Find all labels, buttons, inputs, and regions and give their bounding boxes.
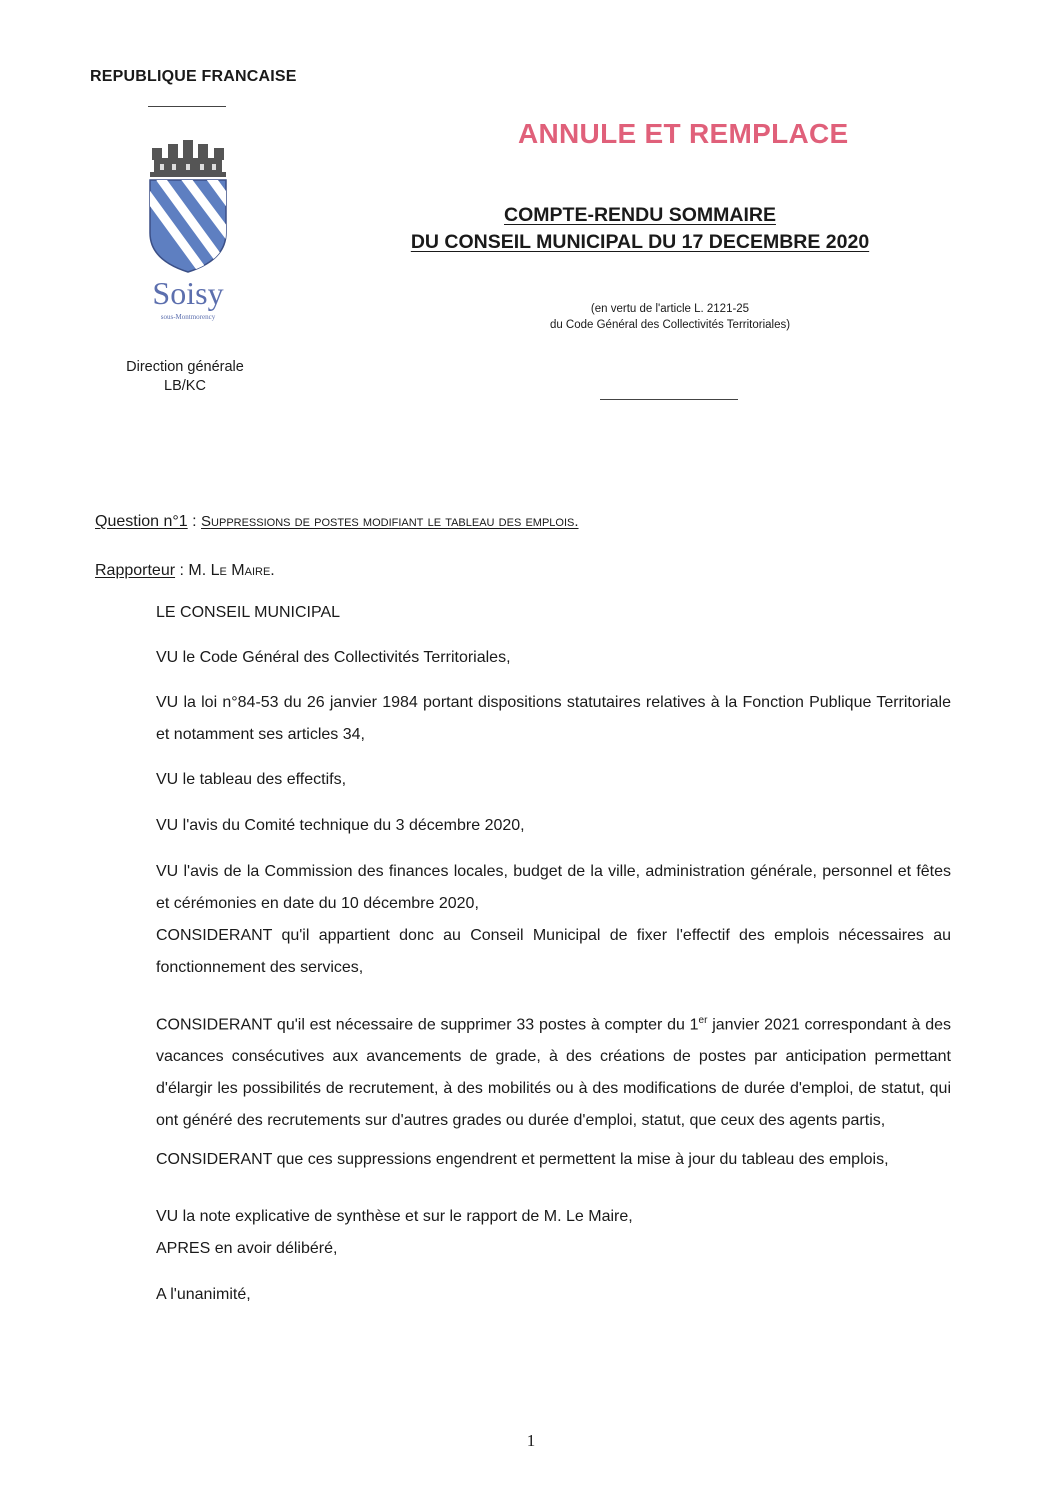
question-subject: Suppressions de postes modifiant le tableau des emplois. <box>201 513 579 530</box>
paragraph-vu-tableau: VU le tableau des effectifs, <box>156 771 347 788</box>
republique-heading: REPUBLIQUE FRANCAISE <box>90 68 297 85</box>
rapporteur-separator: : <box>175 562 189 579</box>
title-line-1: COMPTE-RENDU SOMMAIRE <box>504 204 776 226</box>
page-number: 1 <box>526 1431 536 1450</box>
paragraph-considerant-1: CONSIDERANT qu'il appartient donc au Conseil Municipal de fixer l'effectif des emplois nécessaires au fonctionnement des services, <box>156 927 951 976</box>
paragraph-vu-comite: VU l'avis du Comité technique du 3 décembre 2020, <box>156 817 525 834</box>
rapporteur-prefix: M. <box>188 562 211 579</box>
shield-icon <box>138 174 238 278</box>
paragraph-unanimite: A l'unanimité, <box>156 1286 251 1303</box>
question-separator: : <box>187 513 202 530</box>
compte-rendu-title <box>380 202 900 256</box>
paragraph-considerant-3: CONSIDERANT que ces suppressions engendrent et permettent la mise à jour du tableau des emplois, <box>156 1151 889 1168</box>
paragraph-conseil: LE CONSEIL MUNICIPAL <box>156 604 341 621</box>
legal-reference-line-1: (en vertu de l'article L. 2121-25 <box>590 303 750 315</box>
title-line-2: DU CONSEIL MUNICIPAL DU 17 DECEMBRE 2020 <box>410 231 870 253</box>
considerant-2-part-b: janvier 2021 correspondant à des vacances consécutives aux avancements de grade, à des créations de postes par anticipation permettant d'élargir les possibilités de recrutement, à des mobilités ou à des modifications de durée d'emploi, de statut, qui ont généré des recrutements sur d'autres grades ou durée d'emploi, statut, que ceux des agents partis, <box>156 1016 952 1130</box>
annule-remplace-title: ANNULE ET REMPLACE <box>518 118 849 149</box>
rapporteur-name: Le Maire. <box>210 562 275 579</box>
crown-icon <box>150 140 226 177</box>
divider-left <box>148 106 226 107</box>
paragraph-apres: APRES en avoir délibéré, <box>156 1240 338 1257</box>
direction-initials: LB/KC <box>164 378 206 394</box>
rapporteur-line <box>95 562 275 580</box>
rapporteur-label: Rapporteur <box>95 562 176 579</box>
question-heading <box>95 513 579 531</box>
logo-subname: sous-Montmorency <box>160 313 216 321</box>
paragraph-vu-note: VU la note explicative de synthèse et sur le rapport de M. Le Maire, <box>156 1208 633 1225</box>
paragraph-vu-code: VU le Code Général des Collectivités Territoriales, <box>156 649 511 666</box>
legal-reference-line-2: du Code Général des Collectivités Territoriales) <box>549 319 791 331</box>
paragraph-considerant-2 <box>156 1005 951 1137</box>
soisy-coat-of-arms-logo <box>138 138 238 328</box>
divider-right <box>600 399 738 400</box>
question-label: Question n°1 <box>95 513 188 530</box>
direction-label: Direction générale <box>126 359 244 375</box>
paragraph-vu-commission: VU l'avis de la Commission des finances locales, budget de la ville, administration générale, personnel et fêtes et cérémonies en date du 10 décembre 2020, <box>156 863 951 912</box>
logo-name: Soisy <box>152 275 224 311</box>
paragraph-vu-loi: VU la loi n°84-53 du 26 janvier 1984 portant dispositions statutaires relatives à la Fonction Publique Territoriale et notamment ses articles 34, <box>156 694 951 743</box>
considerant-2-part-a: CONSIDERANT qu'il est nécessaire de supprimer 33 postes à compter du 1 <box>156 1016 699 1034</box>
direction-block <box>110 358 260 396</box>
legal-reference <box>500 301 840 333</box>
considerant-2-superscript: er <box>698 1015 708 1026</box>
